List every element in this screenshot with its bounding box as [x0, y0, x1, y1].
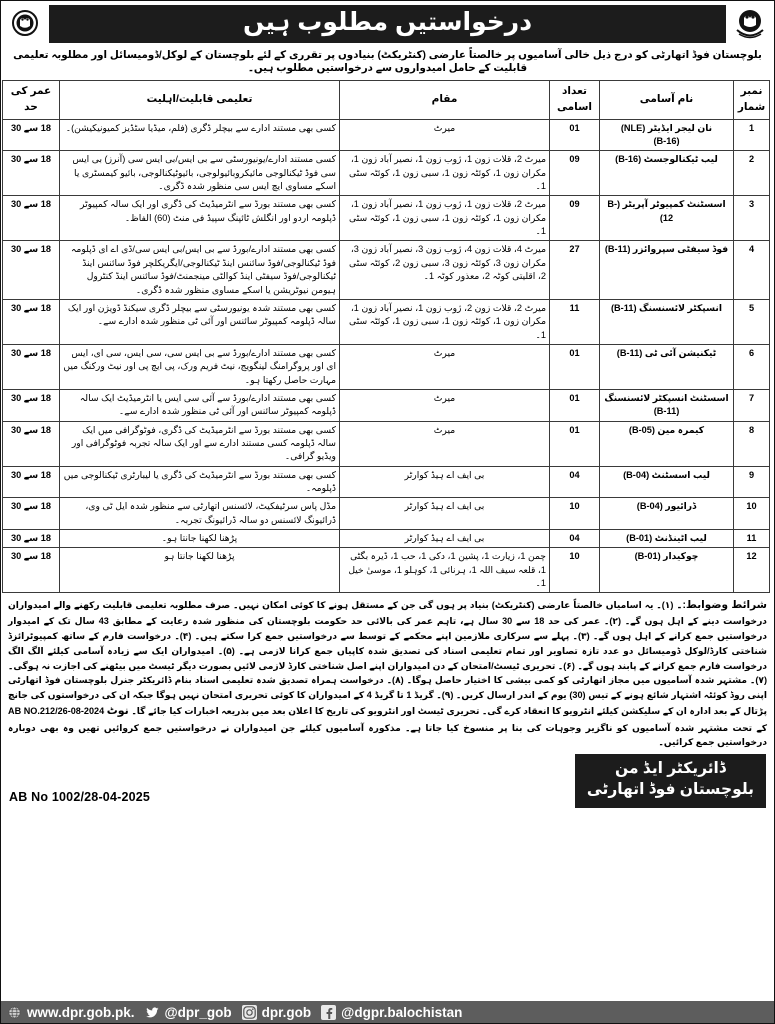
table-row: [3, 548, 770, 593]
row-post-title: [600, 498, 734, 530]
row-age-limit: 18 سے 30: [3, 421, 60, 466]
table-row: [3, 241, 770, 299]
row-post-title: [600, 299, 734, 344]
table-row: [3, 119, 770, 151]
row-vacancy-count: 01: [550, 119, 600, 151]
table-row: [3, 151, 770, 196]
col-header-count: تعداد اسامی: [550, 81, 600, 119]
terms-and-conditions: [1, 593, 774, 752]
row-vacancy-count: 01: [550, 421, 600, 466]
row-vacancy-count: 11: [550, 299, 600, 344]
footer-link-text: @dpr_gob: [164, 1004, 232, 1020]
row-vacancy-count: 04: [550, 530, 600, 548]
table-header-row: [3, 81, 770, 119]
row-serial-number: 1: [734, 119, 770, 151]
table-row: [3, 389, 770, 421]
row-post-title: [600, 344, 734, 389]
row-post-title: [600, 241, 734, 299]
row-post-title: [600, 151, 734, 196]
row-qualification: پڑھنا لکھنا جانتا ہو: [60, 548, 340, 593]
footer-link-text: dpr.gob: [261, 1004, 312, 1020]
row-qualification: کسی بھی مستند شدہ یونیورسٹی سے بیچلر ڈگری سیکنڈ ڈویژن اور ایک سالہ ڈپلومہ کمپیوٹر سائنس اور آئی ٹی منظور شدہ ادارے سے۔: [60, 299, 340, 344]
post-title-line1: ٹیکنیشن آئی ٹی (B-11): [616, 347, 717, 358]
footer-link-twitter[interactable]: [145, 1005, 232, 1020]
row-location: میرٹ: [340, 344, 550, 389]
row-qualification: کسی بھی مستند بورڈ سے انٹرمیڈیٹ کی ڈگری، فوٹوگرافی میں ایک سالہ ڈپلومہ کسی مستند ادارے سے اور ایک سالہ تجربہ فوٹوگرافی اور ویڈیو گرافی۔: [60, 421, 340, 466]
footer-link-globe[interactable]: [7, 1005, 135, 1020]
jobs-table-wrapper: [1, 80, 774, 593]
row-location: میرٹ 2، قلات زون 1، ژوب زون 1، نصیر آباد زون 1، مکران زون 1، کوئٹہ زون 1، سبی زون 1، کوئٹہ سٹی 1۔: [340, 151, 550, 196]
row-vacancy-count: 01: [550, 389, 600, 421]
row-serial-number: 11: [734, 530, 770, 548]
row-location: میرٹ: [340, 421, 550, 466]
row-age-limit: 18 سے 30: [3, 498, 60, 530]
row-post-title: [600, 421, 734, 466]
row-post-title: [600, 196, 734, 241]
post-title-line2: (B-16): [653, 136, 680, 147]
row-post-title: [600, 466, 734, 498]
table-row: [3, 299, 770, 344]
post-title-line1: ڈرائیور (B-04): [636, 501, 697, 512]
facebook-icon: [321, 1005, 336, 1020]
row-vacancy-count: 10: [550, 548, 600, 593]
row-serial-number: 9: [734, 466, 770, 498]
post-title-line1: کیمرہ مین (B-05): [628, 424, 705, 435]
row-serial-number: 2: [734, 151, 770, 196]
note-label: نوٹ: [106, 704, 129, 717]
jobs-table: [2, 80, 770, 593]
table-row: [3, 344, 770, 389]
row-age-limit: 18 سے 30: [3, 548, 60, 593]
table-row: [3, 196, 770, 241]
col-header-place: مقام: [340, 81, 550, 119]
row-qualification: پڑھنا لکھنا جانتا ہو۔: [60, 530, 340, 548]
row-post-title: [600, 119, 734, 151]
row-age-limit: 18 سے 30: [3, 151, 60, 196]
terms-body: (۱)۔ یہ اسامیاں خالصتاً عارضی (کنٹریکٹ) بنیاد پر ہوں گی جن کے مستقل ہونے کا کوئی امکان نہیں۔ صرف مطلوبہ تعلیمی قابلیت رکھنے والے امیدواران درخواست دینے کے اہل ہوں گے۔ (۲)۔ عمر کی حد 18 سے 30 سال ہے، تاہم عمر کی بالائی حد حکومت بلوچستان کی منظور شدہ رعایت کے مطابق 43 سال تک کے امیدوار درخواستیں جمع کرانے کے اہل ہوں گے۔ (۳)۔ پہلے سے سرکاری ملازمین اپنے محکمے کے توسط سے درخواستیں جمع کرا سکتے ہیں۔ (۴)۔ درخواست فارم کے ساتھ کمپیوٹرائزڈ شناختی کارڈ/لوکل ڈومیسائل دو عدد تازہ تصاویر اور تمام تعلیمی اسناد کی تصدیق شدہ کاپیاں جمع کرانا لازمی ہے۔ (۵)۔ امیدواران ایک سے زیادہ آسامی کیلئے الگ الگ درخواست فارم جمع کرانے کے پابند ہوں گے۔ (۶)۔ تحریری ٹیسٹ/امتحان کے دن امیدواران اپنے اصل شناختی کارڈ لازمی لائیں بصورت دیگر ٹیسٹ میں بیٹھنے کی اجازت نہ ہوگی۔ (۷)۔ مشتہر شدہ آسامیوں میں مجاز اتھارٹی کو کمی بیشی کا اختیار حاصل ہوگا۔ (۸)۔ درخواست ہمراہ تصدیق شدہ تعلیمی اسناد بنام ڈائریکٹر جنرل بلوچستان فوڈ اتھارٹی اپنی روڈ کوئٹہ اشتہار شائع ہونے کے تیس (30) یوم کے اندر ارسال کریں۔ (۹)۔ گریڈ 1 تا گریڈ 4 کے امیدواران کا کوئی تحریری امتحان نہیں ہوگا جبکہ ان کی درخواستوں کی جانچ پڑتال کے بعد ادارہ ان کے سلیکشن کیلئے انٹرویو کا انعقاد کرے گی۔ تحریری ٹیسٹ اور انٹرویو کی تاریخ کا اعلان بعد میں بذریعہ اخبارات کیا جائے گا۔: [8, 600, 768, 716]
row-qualification: کسی بھی مستند بورڈ سے انٹرمیڈیٹ کی ڈگری اور ایک سالہ کمپیوٹر ڈپلومہ اردو اور انگلش ٹائپنگ سپیڈ فی منٹ (60) الفاظ۔: [60, 196, 340, 241]
signoff-row: [1, 752, 774, 810]
row-post-title: [600, 530, 734, 548]
row-location: میرٹ 2، قلات زون 1، ژوب زون 1، نصیر آباد زون 1، مکران زون 1، کوئٹہ زون 1، سبی زون 1، کوئٹہ سٹی 1۔: [340, 196, 550, 241]
row-location: بی ایف اے ہیڈ کوارٹر: [340, 530, 550, 548]
post-title-line1: اسسٹنٹ کمپیوٹر آپریٹر (B-12): [607, 199, 726, 223]
row-location: میرٹ: [340, 389, 550, 421]
footer-link-text: @dgpr.balochistan: [341, 1004, 463, 1020]
twitter-icon: [145, 1005, 160, 1020]
row-location: بی ایف اے ہیڈ کوارٹر: [340, 466, 550, 498]
row-age-limit: 18 سے 30: [3, 196, 60, 241]
row-age-limit: 18 سے 30: [3, 299, 60, 344]
row-qualification: کسی بھی مستند ادارے/بورڈ سے بی ایس سی، سی ایس، سی ای، ایس ای اور پروگرامنگ لینگویج، نیٹ فریم ورک، پی ایچ پی اور نیٹ ورکنگ میں مہارت حاصل رکھتا ہو۔: [60, 344, 340, 389]
table-row: [3, 530, 770, 548]
row-vacancy-count: 04: [550, 466, 600, 498]
balochistan-food-authority-emblem-icon: [7, 7, 43, 41]
row-age-limit: 18 سے 30: [3, 119, 60, 151]
col-header-sr: نمبر شمار: [734, 81, 770, 119]
row-serial-number: 12: [734, 548, 770, 593]
post-title-line1: انسپکٹر لائسنسنگ (B-11): [610, 302, 723, 313]
row-qualification: کسی مستند ادارے/یونیورسٹی سے بی ایس/بی ایس سی (آنرز) بی ایس سی فوڈ ٹیکنالوجی مائیکروبائیولوجی، بائیوٹیکنالوجی، بائیو کیمسٹری یا اسکے مساوی ایچ ایس سی منظور شدہ ڈگری۔: [60, 151, 340, 196]
post-title-line1: فوڈ سیفٹی سپروائزر (B-11): [604, 244, 729, 255]
ab-reference-number: AB No 1002/28-04-2025: [9, 789, 151, 804]
director-signature-box: [575, 754, 766, 808]
page-title: درخواستیں مطلوب ہیں: [49, 5, 726, 43]
post-title-line1: نان لیجر ایڈیٹر (NLE): [620, 122, 713, 133]
row-post-title: [600, 389, 734, 421]
director-title-line1: ڈائریکٹر ایڈ من: [615, 759, 726, 777]
row-qualification: کسی بھی مستند ادارے سے بیچلر ڈگری (فلم، میڈیا سٹڈیز کمیونیکیشن)۔: [60, 119, 340, 151]
row-location: میرٹ 2، قلات زون 2، ژوب زون 1، نصیر آباد زون 1، مکران زون 1، کوئٹہ زون 1، سبی زون 1، کوئٹہ سٹی 1۔: [340, 299, 550, 344]
post-title-line1: چوکیدار (B-01): [634, 551, 699, 562]
footer-link-instagram[interactable]: [242, 1005, 312, 1020]
col-header-age: عمر کی حد: [3, 81, 60, 119]
col-header-qualification: تعلیمی قابلیت/اہلیت: [60, 81, 340, 119]
post-title-line1: لیب اسسٹنٹ (B-04): [623, 469, 710, 480]
header: [1, 1, 774, 46]
row-age-limit: 18 سے 30: [3, 344, 60, 389]
row-vacancy-count: 27: [550, 241, 600, 299]
row-vacancy-count: 10: [550, 498, 600, 530]
footer-link-text: www.dpr.gob.pk.: [27, 1004, 135, 1020]
balochistan-govt-emblem-icon: [732, 7, 768, 41]
row-age-limit: 18 سے 30: [3, 466, 60, 498]
row-serial-number: 4: [734, 241, 770, 299]
cancelled-ad-number: AB NO.212/26-08-2024: [8, 705, 105, 716]
post-title-line1: لیب ٹیکنالوجسٹ (B-16): [615, 154, 718, 165]
row-vacancy-count: 01: [550, 344, 600, 389]
row-serial-number: 10: [734, 498, 770, 530]
row-vacancy-count: 09: [550, 151, 600, 196]
row-post-title: [600, 548, 734, 593]
row-serial-number: 3: [734, 196, 770, 241]
row-qualification: مڈل پاس سرٹیفکیٹ، لائسنس اتھارٹی سے منظور شدہ ایل ٹی وی، ڈرائیونگ لائسنس دو سالہ ڈرائیونگ تجربہ۔: [60, 498, 340, 530]
row-location: چمن 1، زیارت 1، پشین 1، دکی 1، حب 1، ڈیرہ بگٹی 1، قلعہ سیف اللہ 1، ہرنائی 1، کوہلو 1، موسیٰ خیل 1۔: [340, 548, 550, 593]
row-serial-number: 5: [734, 299, 770, 344]
table-row: [3, 498, 770, 530]
row-qualification: کسی بھی مستند ادارے/بورڈ سے بی ایس/بی ایس سی/ڈی اے ای ڈپلومہ فوڈ ٹیکنالوجی/فوڈ سائنس اینڈ ٹیکنالوجی/ایگریکلچر فوڈ سائنس اینڈ ٹیکنالوجی/فوڈ سیفٹی اینڈ کوالٹی مینجمنٹ/فوڈ سائنس اینڈ کنٹرول ہیومن نیوٹریشن یا اسکے مساوی منظور شدہ ڈگری۔: [60, 241, 340, 299]
table-row: [3, 466, 770, 498]
advertisement-subtitle: بلوچستان فوڈ اتھارٹی کو درج ذیل خالی آسامیوں پر خالصتاً عارضی (کنٹریکٹ) بنیادوں پر تقرری کے لئے بلوچستان کے لوکل/ڈومیسائل اور مطلوبہ تعلیمی قابلیت کے حامل امیدواروں سے درخواستیں مطلوب ہیں۔: [13, 49, 762, 75]
table-row: [3, 421, 770, 466]
globe-icon: [7, 1005, 22, 1020]
row-vacancy-count: 09: [550, 196, 600, 241]
row-qualification: کسی بھی مستند بورڈ سے انٹرمیڈیٹ کی ڈگری یا لیبارٹری ٹیکنالوجی میں ڈپلومہ۔: [60, 466, 340, 498]
row-location: میرٹ: [340, 119, 550, 151]
row-age-limit: 18 سے 30: [3, 389, 60, 421]
row-serial-number: 8: [734, 421, 770, 466]
row-serial-number: 6: [734, 344, 770, 389]
row-age-limit: 18 سے 30: [3, 530, 60, 548]
director-title-line2: بلوچستان فوڈ اتھارٹی: [586, 780, 754, 798]
post-title-line1: لیب اٹینڈنٹ (B-01): [626, 533, 707, 543]
note-text: کے تحت مشتہر شدہ آسامیوں کو ناگزیر وجوہات کی بنا پر منسوخ کیا جاتا ہے۔ مذکورہ آسامیوں کیلئے جن امیدواران نے درخواستیں جمع کروائیں تھیں وہ بھی دوبارہ درخواستیں جمع کرائیں۔: [8, 722, 767, 748]
instagram-icon: [242, 1005, 257, 1020]
row-serial-number: 7: [734, 389, 770, 421]
post-title-line1: اسسٹنٹ انسپکٹر لائسنسنگ: [604, 392, 729, 403]
footer-link-facebook[interactable]: [321, 1005, 462, 1020]
col-header-post: نام آسامی: [600, 81, 734, 119]
row-qualification: کسی بھی مستند ادارے/بورڈ سے آئی سی ایس یا انٹرمیڈیٹ ایک سالہ ڈپلومہ کمپیوٹر سائنس اور آئی ٹی منظور شدہ ادارے سے۔: [60, 389, 340, 421]
terms-heading: شرائط وضوابط:۔: [676, 599, 768, 612]
row-age-limit: 18 سے 30: [3, 241, 60, 299]
jobs-table-body: [3, 119, 770, 593]
post-title-line2: (B-11): [653, 406, 680, 417]
social-footer-bar: [1, 1001, 774, 1023]
row-location: بی ایف اے ہیڈ کوارٹر: [340, 498, 550, 530]
row-location: میرٹ 4، قلات زون 4، ژوب زون 3، نصیر آباد زون 3، مکران زون 3، کوئٹہ زون 3، سبی زون 2، کوئٹہ سٹی 2، اقلیتی کوٹہ 2، معذور کوٹہ 1۔: [340, 241, 550, 299]
